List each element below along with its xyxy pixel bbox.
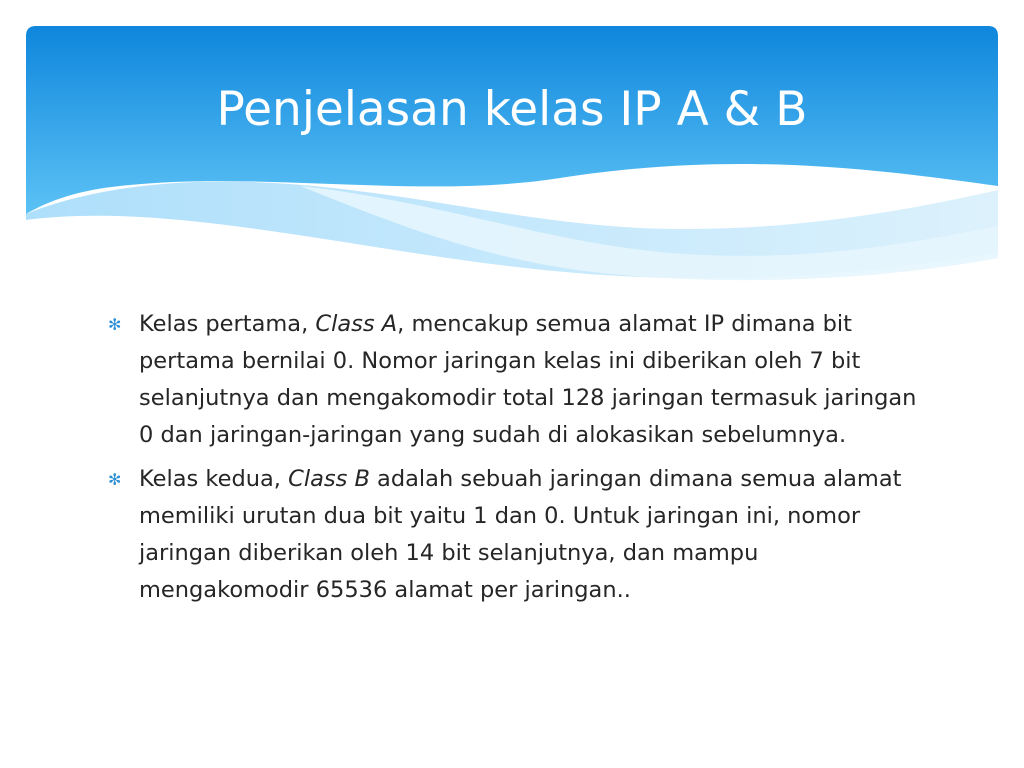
asterisk-bullet-icon: ✻ [108, 470, 122, 489]
header-wave-background [0, 0, 1024, 300]
asterisk-bullet-icon: ✻ [108, 315, 122, 334]
bullet-list [108, 306, 928, 616]
slide-title: Penjelasan kelas IP A & B [216, 82, 808, 137]
bullet-text-emphasis: Class B [288, 466, 370, 492]
bullet-text-before: Kelas kedua, [139, 466, 289, 492]
bullet-text [139, 311, 916, 448]
bullet-item-class-b [108, 461, 928, 609]
bullet-text-after: adalah sebuah jaringan dimana semua alamat memiliki urutan dua bit yaitu 1 dan 0. Untuk jaringan ini, nomor jaringan diberikan oleh 14 bit selanjutnya, dan mampu mengakomodir 65536 alamat per jaringan.. [139, 466, 902, 603]
bullet-text [139, 466, 901, 603]
bullet-item-class-a [108, 306, 928, 454]
bullet-text-after: , mencakup semua alamat IP dimana bit pertama bernilai 0. Nomor jaringan kelas ini diberikan oleh 7 bit selanjutnya dan mengakomodir total 128 jaringan termasuk jaringan 0 dan jaringan-jaringan yang sudah di alokasikan sebelumnya. [139, 311, 917, 448]
bullet-text-emphasis: Class A [315, 311, 398, 337]
bullet-text-before: Kelas pertama, [139, 311, 316, 337]
